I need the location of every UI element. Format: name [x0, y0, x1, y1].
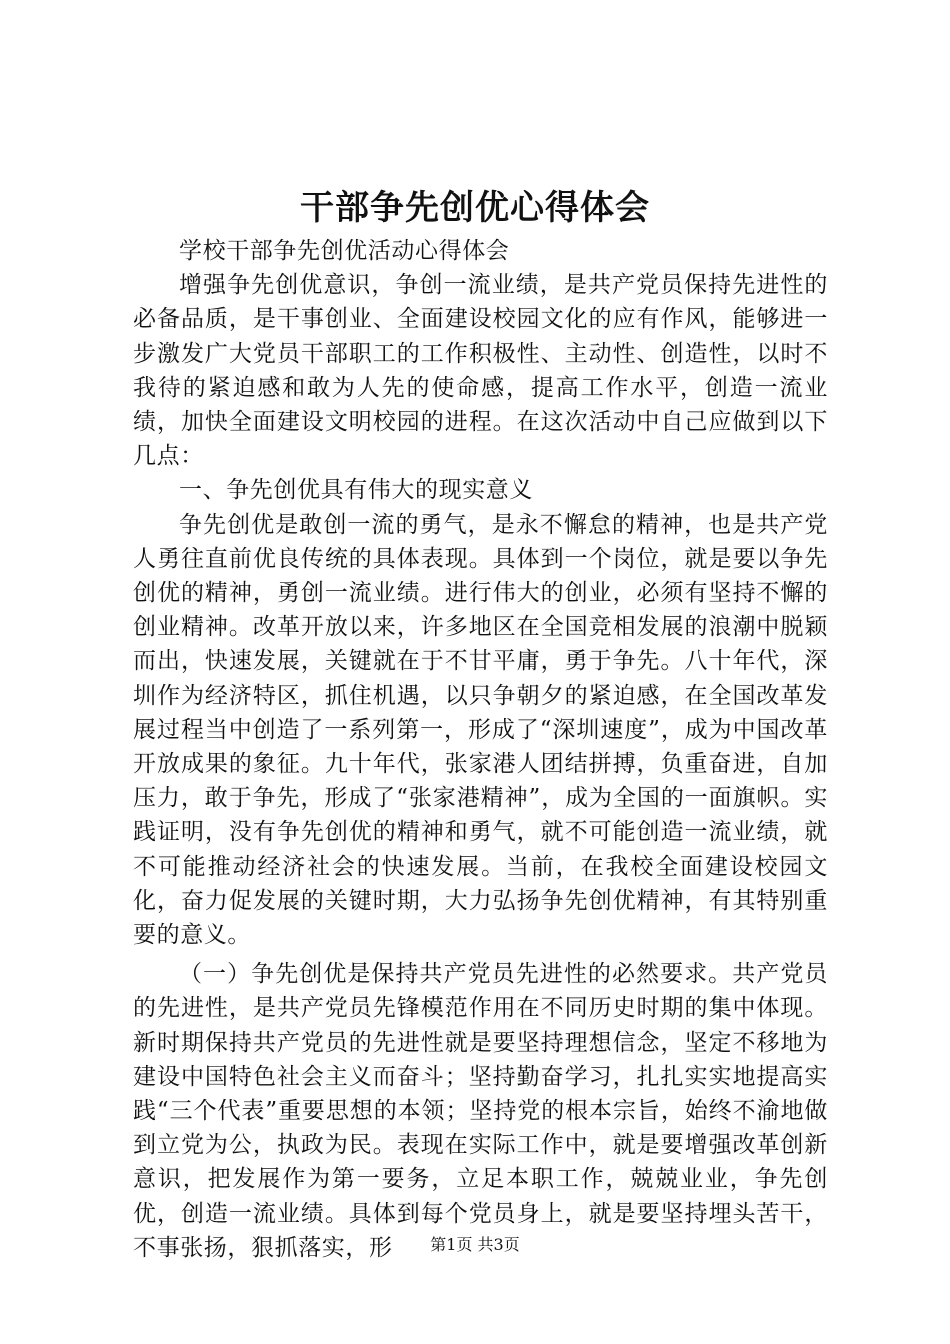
intro-paragraph: 增强争先创优意识，争创一流业绩，是共产党员保持先进性的必备品质，是干事创业、全面建设校园文化的应有作风，能够进一步激发广大党员干部职工的工作积极性、主动性、创造性，以时不我待的紧迫感和敢为人先的使命感，提高工作水平，创造一流业绩，加快全面建设文明校园的进程。在这次活动中自己应做到以下几点： [133, 272, 828, 470]
document-body [133, 234, 828, 1265]
page-number-footer: 第1页 共3页 [430, 1235, 520, 1254]
body-paragraph: 争先创优是敢创一流的勇气，是永不懈怠的精神，也是共产党人勇往直前优良传统的具体表现。具体到一个岗位，就是要以争先创优的精神，勇创一流业绩。进行伟大的创业，必须有坚持不懈的创业精神。改革开放以来，许多地区在全国竞相发展的浪潮中脱颖而出，快速发展，关键就在于不甘平庸，勇于争先。八十年代，深圳作为经济特区，抓住机遇，以只争朝夕的紧迫感，在全国改革发展过程当中创造了一系列第一，形成了“深圳速度”，成为中国改革开放成果的象征。九十年代，张家港人团结拼搏，负重奋进，自加压力，敢于争先，形成了“张家港精神”，成为全国的一面旗帜。实践证明，没有争先创优的精神和勇气，就不可能创造一流业绩，就不可能推动经济社会的快速发展。当前，在我校全面建设校园文化，奋力促发展的关键时期，大力弘扬争先创优精神，有其特别重要的意义。 [133, 511, 828, 949]
section-heading-1: 一、争先创优具有伟大的现实意义 [179, 477, 533, 504]
body-paragraph: （一）争先创优是保持共产党员先进性的必然要求。共产党员的先进性，是共产党员先锋模范作用在不同历史时期的集中体现。新时期保持共产党员的先进性就是要坚持理想信念，坚定不移地为建设中国特色社会主义而奋斗；坚持勤奋学习，扎扎实实地提高实践“三个代表”重要思想的本领；坚持党的根本宗旨，始终不渝地做到立党为公，执政为民。表现在实际工作中，就是要增强改革创新意识，把发展作为第一要务，立足本职工作，兢兢业业，争先创优，创造一流业绩。具体到每个党员身上，就是要坚持埋头苦干，不事张扬，狠抓落实，形 [133, 961, 828, 1261]
subtitle-paragraph: 学校干部争先创优活动心得体会 [179, 238, 510, 264]
document-title: 干部争先创优心得体会 [300, 188, 650, 228]
